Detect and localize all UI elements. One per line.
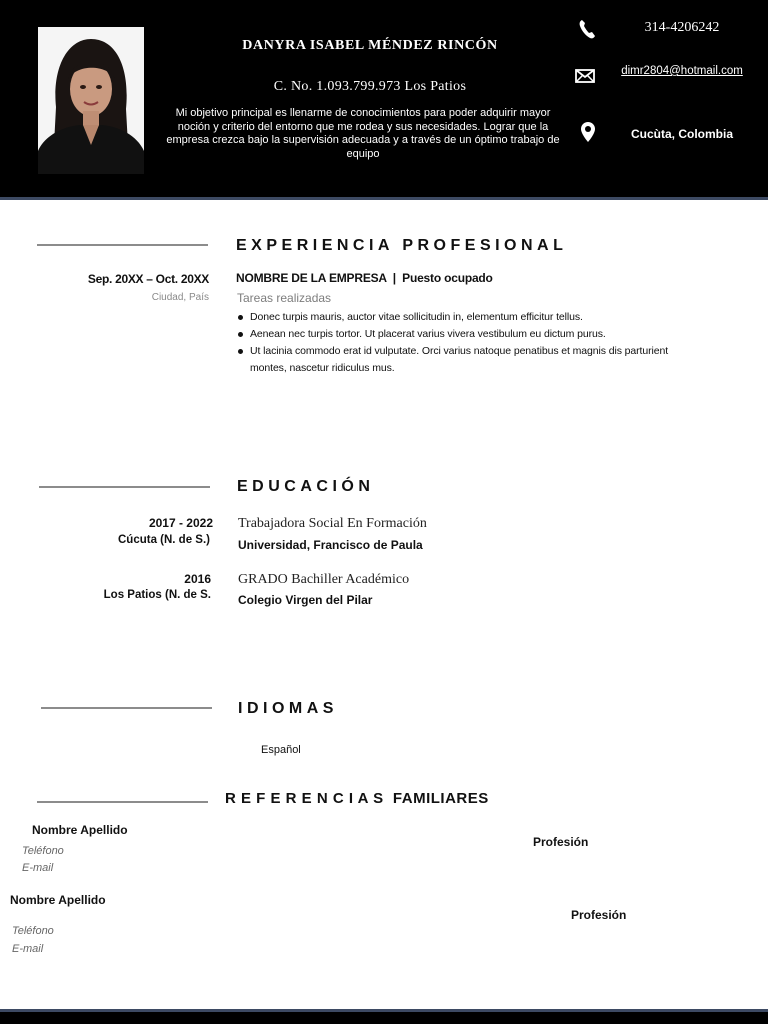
list-item: Donec turpis mauris, auctor vitae sollicitudin in, elementum efficitur tellus. — [236, 309, 686, 326]
reference-name: Nombre Apellido — [32, 823, 128, 837]
experience-tasks-label: Tareas realizadas — [237, 291, 332, 305]
reference-phone: Teléfono — [22, 845, 64, 857]
experience-place: Ciudad, País — [151, 292, 209, 303]
section-divider — [37, 801, 208, 803]
reference-profession: Profesión — [533, 835, 589, 849]
reference-name: Nombre Apellido — [10, 893, 106, 907]
experience-bullets — [236, 309, 686, 377]
location-text: Cucùta, Colombia — [630, 127, 733, 141]
languages-heading: IDIOMAS — [238, 700, 338, 717]
section-divider — [37, 244, 208, 246]
resume-header — [0, 0, 768, 200]
experience-dates: Sep. 20XX – Oct. 20XX — [87, 272, 209, 286]
references-heading: R E F E R E N C I A S FAMILIARES — [225, 790, 489, 807]
profile-photo-image — [38, 27, 144, 174]
section-divider — [39, 486, 210, 488]
education-place: Cúcuta (N. de S.) — [117, 534, 210, 546]
education-years: 2016 — [184, 572, 211, 586]
section-divider — [41, 707, 212, 709]
reference-email: E-mail — [12, 943, 44, 955]
education-degree: GRADO Bachiller Académico — [238, 572, 410, 587]
education-degree: Trabajadora Social En Formación — [238, 516, 427, 531]
mail-icon — [573, 64, 597, 88]
reference-email: E-mail — [22, 862, 54, 874]
education-heading: EDUCACIÓN — [237, 478, 375, 495]
objective-text: Mi objetivo principal es llenarme de conocimientos para poder adquirir mayor noción y criterio del entorno que me rodea y sus necesidades. Lograr que la empresa crezca bajo la supervisión adecuada y a través de un óptimo trabajo de equipo — [166, 107, 560, 160]
id-number: C. No. 1.093.799.973 Los Patios — [273, 79, 467, 94]
experience-company: NOMBRE DE LA EMPRESA | Puesto ocupado — [236, 271, 493, 285]
experience-heading: EXPERIENCIA PROFESIONAL — [236, 237, 568, 254]
list-item: Ut lacinia commodo erat id vulputate. Orci varius natoque penatibus et magnis dis parturient montes, nascetur ridiculus mus. — [236, 343, 686, 377]
page-footer-bar — [0, 1009, 768, 1024]
phone-number: 314-4206242 — [644, 20, 720, 35]
language-item: Español — [261, 744, 301, 756]
candidate-name: DANYRA ISABEL MÉNDEZ RINCÓN — [242, 38, 498, 53]
education-years: 2017 - 2022 — [148, 516, 213, 530]
list-item: Aenean nec turpis tortor. Ut placerat varius vivera vestibulum eu dictum purus. — [236, 326, 686, 343]
education-school: Universidad, Francisco de Paula — [238, 538, 423, 552]
location-pin-icon — [576, 120, 600, 144]
education-school: Colegio Virgen del Pilar — [238, 593, 373, 607]
profile-photo — [38, 27, 144, 174]
phone-icon — [575, 17, 599, 41]
reference-phone: Teléfono — [12, 925, 54, 937]
reference-profession: Profesión — [571, 908, 627, 922]
education-place: Los Patios (N. de S. — [103, 589, 211, 601]
email-link[interactable]: dimr2804@hotmail.com — [621, 65, 743, 77]
